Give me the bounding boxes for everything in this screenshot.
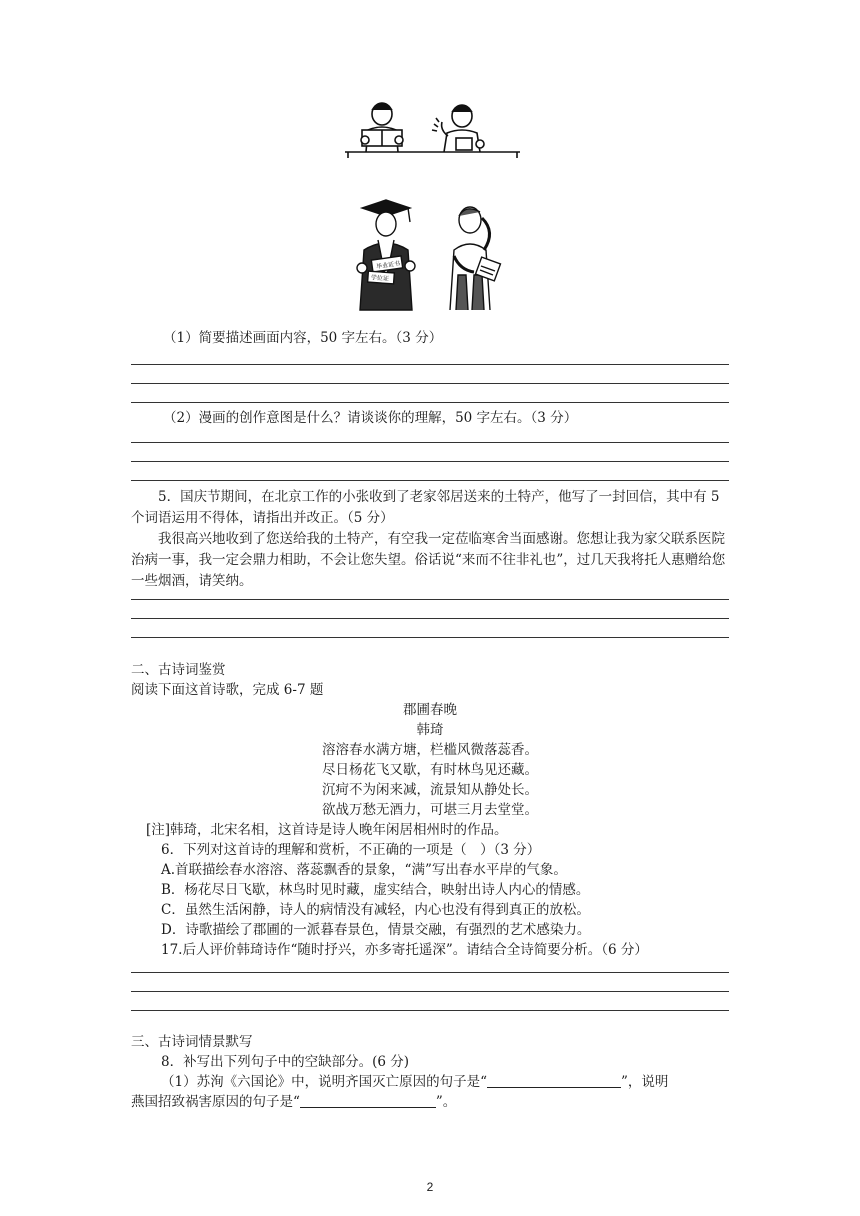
- section2-instruction: 阅读下面这首诗歌，完成 6-7 题: [131, 682, 324, 698]
- q7-text: 17.后人评价韩琦诗作“随时抒兴，亦多寄托遥深”。请结合全诗简要分析。（6 分）: [161, 942, 648, 958]
- cartoon-illustration: [340, 100, 530, 315]
- q6-option-b: B．杨花尽日飞歇，林鸟时见时藏，虚实结合，映射出诗人内心的情感。: [161, 882, 590, 898]
- answer-line: [131, 402, 729, 403]
- section3-heading: 三、古诗词情景默写: [131, 1034, 253, 1050]
- answer-line: [131, 618, 729, 619]
- poem-note: [注]韩琦，北宋名相，这首诗是诗人晚年闲居相州时的作品。: [146, 822, 508, 838]
- q8-1-line2: [131, 1092, 456, 1112]
- answer-line: [131, 972, 729, 973]
- answer-line: [131, 637, 729, 638]
- answer-line: [131, 461, 729, 462]
- page-number: 2: [426, 1180, 434, 1194]
- worried-man-drawing: [450, 207, 500, 310]
- q8-1-part-c: 燕国招致祸害原因的句子是“: [131, 1094, 300, 1110]
- answer-line: [131, 599, 729, 600]
- poem-line: 溶溶春水满方塘，栏槛风微落蕊香。: [322, 742, 538, 758]
- poem-title: 郡圃春晚: [403, 702, 457, 718]
- q8-1-part-a: （1）苏洵《六国论》中，说明齐国灭亡原因的句子是“: [161, 1074, 487, 1090]
- poem-line: 沉疴不为闲来减，流景知从静处长。: [322, 782, 538, 798]
- q8-1-line1: [161, 1072, 668, 1092]
- q4-sub1-text: （1）简要描述画面内容，50 字左右。（3 分）: [163, 330, 443, 346]
- q6-option-d: D．诗歌描绘了郡圃的一派暮春景色，情景交融，有强烈的艺术感染力。: [161, 922, 591, 938]
- answer-line: [131, 383, 729, 384]
- answer-line: [131, 1010, 729, 1011]
- q6-option-a: A.首联描绘春水溶溶、落蕊飘香的景象，“满”写出春水平岸的气象。: [161, 862, 567, 878]
- q4-sub2-text: （2）漫画的创作意图是什么？请谈谈你的理解，50 字左右。（3 分）: [163, 410, 578, 426]
- answer-line: [131, 480, 729, 481]
- answer-line: [131, 442, 729, 443]
- q5-prompt: 5．国庆节期间，在北京工作的小张收到了老家邻居送来的土特产，他写了一封回信，其中有 5 个词语运用不得体，请指出并改正。（5 分）: [131, 489, 720, 526]
- q6-option-c: C．虽然生活闲静，诗人的病情没有减轻，内心也没有得到真正的放松。: [161, 902, 590, 918]
- students-at-desk-drawing: [345, 103, 520, 158]
- poem-line: 尽日杨花飞又歇，有时林鸟见还藏。: [322, 762, 538, 778]
- q6-text: 6．下列对这首诗的理解和赏析，不正确的一项是（ ）（3 分）: [161, 842, 541, 858]
- answer-line: [131, 364, 729, 365]
- fill-blank-1[interactable]: [487, 1073, 621, 1088]
- q5-letter: 我很高兴地收到了您送给我的土特产，有空我一定莅临寒舍当面感谢。您想让我为家父联系医院治病一事，我一定会鼎力相助，不会让您失望。俗话说“来而不往非礼也”，过几天我将托人惠赠给您一些烟酒，请笑纳。: [131, 531, 726, 589]
- section2-heading: 二、古诗词鉴赏: [131, 662, 226, 678]
- fill-blank-2[interactable]: [300, 1093, 436, 1108]
- diploma-label-1: 毕业证书: [375, 260, 401, 271]
- q8-1-part-b: ”，说明: [621, 1074, 669, 1090]
- poem-line: 欲战万愁无酒力，可堪三月去堂堂。: [322, 802, 538, 818]
- q8-text: 8．补写出下列句子中的空缺部分。(6 分): [161, 1054, 410, 1070]
- q8-1-part-d: ”。: [435, 1094, 457, 1110]
- diploma-label-2: 学位证: [370, 274, 390, 283]
- poem-author: 韩琦: [416, 722, 444, 738]
- answer-line: [131, 991, 729, 992]
- graduate-drawing: [357, 200, 415, 310]
